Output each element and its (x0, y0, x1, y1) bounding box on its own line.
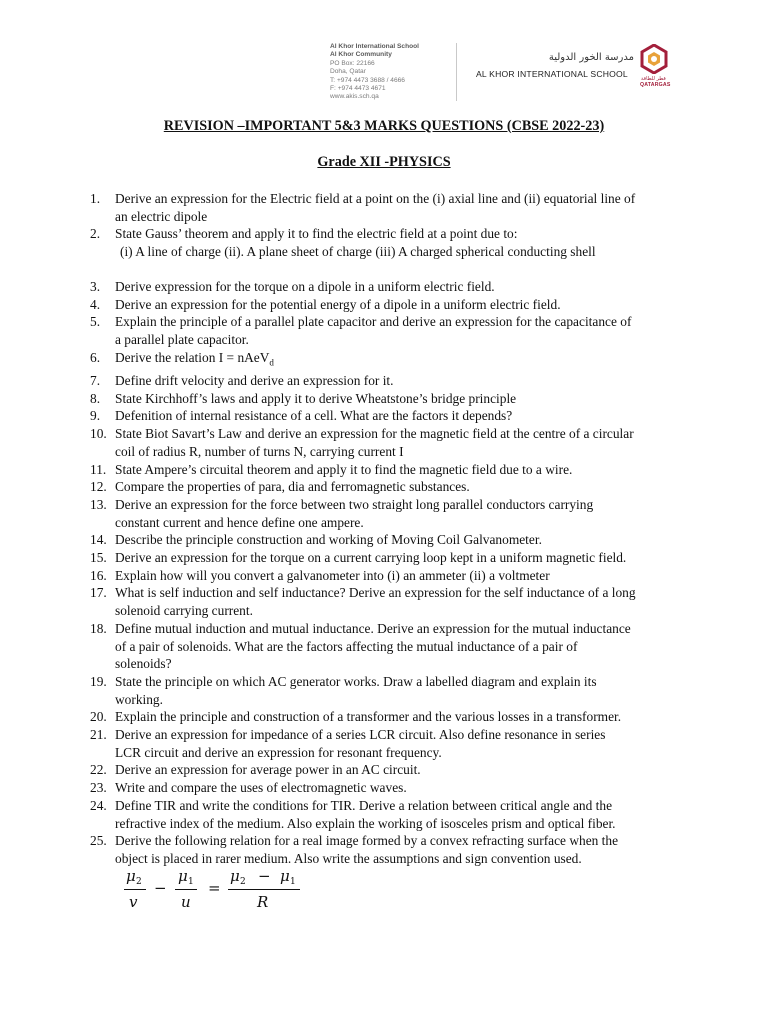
question-number: 10. (90, 426, 107, 442)
formula-u: u (181, 893, 191, 911)
question-number: 19. (90, 673, 107, 689)
question-text: Defenition of internal resistance of a cell. What are the factors it depends? (115, 408, 513, 424)
school-name-arabic: مدرسة الخور الدولية (548, 52, 634, 63)
fraction-bar (228, 889, 300, 890)
formula-subscript: 1 (290, 877, 296, 887)
formula-mu2: μ (230, 867, 240, 885)
question-number: 12. (90, 479, 107, 495)
formula-mu1-numerator: μ (178, 867, 188, 885)
question-text: State Ampere’s circuital theorem and apply it to find the magnetic field due to a wire. (115, 461, 573, 477)
question-text: State Kirchhoff’s laws and apply it to derive Wheatstone’s bridge principle (115, 390, 517, 406)
formula-subscript: 2 (240, 877, 246, 887)
question-item (90, 531, 710, 549)
question-item (90, 496, 710, 531)
question-number: 18. (90, 620, 107, 636)
address-line: Doha, Qatar (330, 68, 366, 76)
question-number: 24. (90, 797, 107, 813)
formula-mu2-numerator: μ (126, 867, 136, 885)
formula-subscript: 2 (136, 877, 142, 887)
question-number: 21. (90, 727, 107, 743)
question-text: Derive an expression for the potential energy of a dipole in a uniform electric field. (115, 296, 561, 312)
formula-mu1: μ (280, 867, 290, 885)
question-number: 3. (90, 278, 101, 294)
question-text: Define TIR and write the conditions for TIR. Derive a relation between critical angle and the refractive index of the medium. Also explain the working of isosceles prism and optical fiber. (115, 797, 616, 831)
question-item (90, 296, 710, 314)
question-item (90, 478, 710, 496)
question-item (90, 190, 710, 225)
formula-minus: − (154, 879, 167, 897)
question-number: 5. (90, 314, 101, 330)
question-item (90, 620, 710, 673)
question-item (90, 567, 710, 585)
question-item (90, 425, 710, 460)
question-number: 2. (90, 226, 101, 242)
question-item (90, 461, 710, 479)
question-text: State Biot Savart’s Law and derive an expression for the magnetic field at the centre of a circular coil of radius R, number of turns N, carrying current I (115, 426, 634, 459)
question-text: Derive an expression for average power in an AC circuit. (115, 762, 421, 778)
question-item (90, 313, 710, 348)
question-text: Derive an expression for impedance of a series LCR circuit. Also define resonance in series LCR circuit and derive an expression for resonant frequency. (115, 727, 606, 760)
question-item (90, 225, 710, 243)
question-number: 25. (90, 833, 107, 849)
question-item (90, 832, 710, 867)
question-item (90, 708, 710, 726)
formula-R: R (257, 893, 269, 911)
question-number: 20. (90, 709, 107, 725)
formula-minus: − (258, 867, 271, 885)
question-text: Explain how will you convert a galvanometer into (i) an ammeter (ii) a voltmeter (115, 567, 550, 583)
drift-velocity-subscript: d (269, 357, 274, 368)
question-text: Define drift velocity and derive an expression for it. (115, 373, 394, 388)
school-name-english: AL KHOR INTERNATIONAL SCHOOL (476, 69, 628, 79)
document-title: REVISION –IMPORTANT 5&3 MARKS QUESTIONS (CBSE 2022-23) (163, 118, 605, 134)
question-item (90, 407, 710, 425)
question-item (90, 761, 710, 779)
formula-subscript: 1 (188, 877, 194, 887)
question-number: 4. (90, 296, 101, 312)
address-line: T: +974 4473 3688 / 4666 (330, 76, 405, 84)
address-line: PO Box: 22166 (330, 59, 375, 67)
question-text: Derive an expression for the force between two straight long parallel conductors carrying constant current and hence define one ampere. (115, 496, 594, 530)
question-text: Derive an expression for the torque on a current carrying loop kept in a uniform magnetic field. (115, 550, 627, 566)
formula-v: v (129, 893, 138, 911)
formula-equals: = (208, 879, 221, 897)
question-number: 8. (90, 390, 101, 406)
question-text: State Gauss’ theorem and apply it to find the electric field at a point due to: (115, 226, 518, 242)
fraction-bar (175, 889, 197, 890)
question-number: 11. (90, 461, 107, 477)
question-item (90, 372, 710, 390)
logo-caption-english: QATARGAS (640, 82, 671, 88)
question-item (90, 390, 710, 408)
letterhead-divider (456, 43, 457, 101)
question-text: Derive the following relation for a real image formed by a convex refracting surface when the object is placed in rarer medium. Also write the assumptions and sign convention used. (115, 833, 619, 866)
question-text: Describe the principle construction and working of Moving Coil Galvanometer. (115, 532, 542, 548)
question-number: 16. (90, 567, 107, 583)
question-text: Compare the properties of para, dia and ferromagnetic substances. (115, 479, 470, 495)
spacer (90, 261, 710, 278)
address-line: F: +974 4473 4671 (330, 85, 386, 93)
question-item (90, 797, 710, 832)
question-text: Derive the relation I = nAeV (115, 349, 270, 365)
question-number: 22. (90, 762, 107, 778)
question-number: 14. (90, 532, 107, 548)
question-text: Explain the principle and construction of a transformer and the various losses in a transformer. (115, 709, 622, 725)
address-line: Al Khor Community (330, 51, 392, 59)
question-item (90, 584, 710, 619)
question-text: What is self induction and self inductance? Derive an expression for the self inductance of a long solenoid carrying current. (115, 585, 636, 619)
question-number: 13. (90, 496, 107, 512)
question-text: Write and compare the uses of electromagnetic waves. (115, 780, 407, 796)
question-text: Derive expression for the torque on a dipole in a uniform electric field. (115, 278, 495, 294)
question-list (90, 190, 710, 868)
question-number: 17. (90, 585, 107, 601)
question-number: 7. (90, 373, 101, 388)
address-line: Al Khor International School (330, 43, 420, 50)
logo-caption-arabic: قطر للطاقة (641, 76, 666, 82)
question-text: Define mutual induction and mutual inductance. Derive an expression for the mutual inductance of a pair of solenoids. What are the factors affecting the mutual inductance of a pair of solenoids? (115, 620, 631, 672)
question-number: 9. (90, 408, 101, 424)
question-item (90, 779, 710, 797)
school-address-block (330, 43, 454, 102)
question-item (90, 726, 710, 761)
question-number: 6. (90, 349, 101, 365)
question-item (90, 349, 710, 372)
question-number: 1. (90, 191, 101, 206)
question-number: 23. (90, 780, 107, 796)
letterhead (0, 0, 768, 110)
question-item (90, 278, 710, 296)
address-line: www.akis.sch.qa (330, 93, 379, 101)
fraction-bar (124, 889, 146, 890)
refraction-formula (120, 867, 310, 917)
school-logo-icon (640, 44, 668, 74)
question-number: 15. (90, 550, 107, 566)
document-subtitle: Grade XII -PHYSICS (317, 154, 451, 170)
question-text: Derive an expression for the Electric field at a point on the (i) axial line and (ii) equatorial line of an electric dipole (115, 191, 636, 224)
question-subparts: (i) A line of charge (ii). A plane sheet of charge (iii) A charged spherical conducting shell (120, 244, 596, 260)
question-text: State the principle on which AC generator works. Draw a labelled diagram and explain its working. (115, 673, 597, 707)
question-text: Explain the principle of a parallel plate capacitor and derive an expression for the capacitance of a parallel plate capacitor. (115, 314, 632, 347)
question-item (90, 549, 710, 567)
question-item (90, 673, 710, 708)
